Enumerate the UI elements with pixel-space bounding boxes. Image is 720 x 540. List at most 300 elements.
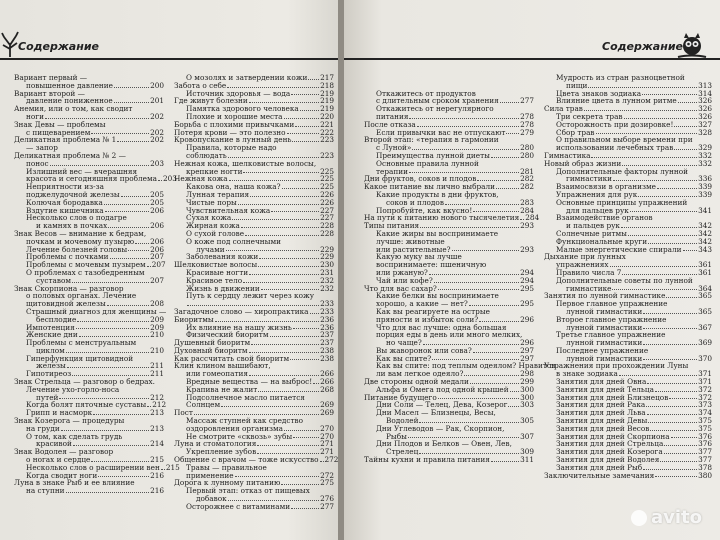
toc-page-number: 296 (520, 314, 534, 324)
leader-dots (287, 133, 320, 134)
toc-entry-title: После отказа (364, 119, 416, 129)
toc-entry-title: лунной гимнастики (566, 322, 643, 332)
leader-dots (257, 445, 319, 446)
leader-dots (117, 141, 149, 142)
toc-page-number: 206 (150, 221, 164, 231)
toc-page-number: 205 (150, 197, 164, 207)
toc-entry-title: Солнечные ритмы (556, 228, 627, 238)
leader-dots (243, 172, 319, 173)
toc-page-number: 230 (320, 260, 334, 270)
leader-dots (642, 94, 697, 95)
toc-entry-title: Правило числа 7 (556, 267, 622, 277)
toc-entry-title: лунной гимнастики (566, 306, 643, 316)
toc-page-number: 232 (320, 275, 334, 285)
leader-dots (419, 422, 519, 423)
toc-page-number: 207 (151, 260, 166, 270)
toc-page-number: 372 (698, 392, 712, 402)
toc-page-number: 374 (698, 408, 712, 418)
toc-entry-title: Две стороны одной медали (364, 377, 469, 387)
toc-entry-title: Второй этап: «терапия в гармонии (364, 135, 499, 145)
leader-dots (249, 375, 319, 376)
toc-entry-title: Дни Плодов и Белков — Овен, Лев, (376, 439, 512, 449)
toc-entry-title: железы (36, 361, 66, 371)
toc-entry-title: Заболевания кожи (186, 252, 259, 262)
toc-entry-title: Какую муку вы лучше (376, 252, 462, 262)
toc-entry-title: Душевный биоритм (174, 338, 251, 348)
toc-page-number: 209 (150, 322, 164, 332)
toc-page-number: 342 (698, 236, 712, 246)
toc-page-number: 332 (698, 158, 712, 168)
toc-page-number: 206 (150, 244, 164, 254)
toc-entry-title: Сбор трав (556, 127, 595, 137)
toc-page-number: 278 (520, 111, 534, 121)
leader-dots (624, 118, 698, 119)
toc-page-number: 339 (698, 189, 712, 199)
toc-entry (14, 487, 164, 495)
toc-page-number: 282 (520, 174, 534, 184)
toc-entry-title: Влияние цвета в лунном ритме (556, 96, 677, 106)
right-page (344, 0, 720, 540)
toc-entry-title: Лунная терапия (186, 189, 250, 199)
toc-entry-title: суставом (36, 275, 72, 285)
toc-page-number: 278 (520, 119, 534, 129)
toc-entry-title: и пальцев рук (566, 221, 620, 231)
toc-page-number: 237 (320, 338, 334, 348)
leader-dots (281, 484, 319, 485)
leader-dots (76, 328, 149, 329)
leader-dots (420, 227, 519, 228)
toc-page-number: 202 (150, 135, 164, 145)
toc-entry-title: путей (36, 392, 59, 402)
toc-entry-title: Новый образ жизни (544, 158, 622, 168)
leader-dots (591, 157, 697, 158)
toc-entry-title: Духовный биоритм (174, 345, 248, 355)
toc-column (544, 74, 712, 479)
leader-dots (643, 344, 697, 345)
leader-dots (409, 118, 519, 119)
leader-dots (249, 102, 319, 103)
toc-entry-title: соков и плодов (386, 197, 444, 207)
toc-entry-title: Сухая кожа (186, 213, 232, 223)
toc-entry-title: Занятия для дней Девы (556, 416, 648, 426)
toc-entry-title: Стрелец (386, 447, 419, 457)
toc-entry-title: Грипп и насморк (26, 408, 93, 418)
toc-entry-title: или ржаную? (376, 267, 428, 277)
toc-entry-title: Вредные вещества — на выброс! (186, 377, 313, 387)
toc-entry-title: Вариант второй — (14, 88, 85, 98)
leader-dots (520, 219, 524, 220)
leader-dots (249, 352, 319, 353)
leader-dots (257, 453, 319, 454)
toc-entry-title: Страшный диагноз для женщины — (26, 306, 167, 316)
toc-page-number: 280 (520, 143, 534, 153)
toc-page-number: 276 (320, 494, 334, 504)
leader-dots (147, 406, 151, 407)
toc-page-number: 365 (698, 291, 712, 301)
toc-entry-title: Занятия для дней Близнецов (556, 392, 669, 402)
toc-entry-title: Занятия для дней Козерога (556, 447, 663, 457)
toc-page-number: 336 (698, 174, 712, 184)
toc-entry-title: Борьба с плохими привычками (174, 119, 295, 129)
leader-dots (510, 391, 519, 392)
toc-page-number: 229 (320, 244, 334, 254)
toc-page-number: 284 (520, 205, 534, 215)
leader-dots (300, 110, 319, 111)
leader-dots (194, 414, 319, 415)
toc-page-number: 371 (698, 377, 712, 387)
toc-entry-title: гимнастике (566, 283, 612, 293)
toc-page-number: 295 (520, 299, 534, 309)
toc-entry-title: Вариант первый — (14, 73, 88, 82)
leader-dots (610, 266, 698, 267)
toc-page-number: 236 (320, 314, 334, 324)
toc-entry-title: Травы — правильное (186, 462, 267, 472)
toc-page-number: 210 (150, 330, 164, 340)
leader-dots (506, 133, 519, 134)
toc-entry-title: красивой (36, 439, 72, 449)
toc-page-number: 233 (320, 299, 334, 309)
toc-entry-title: использовании лечебных трав (556, 143, 674, 153)
toc-page-number: 332 (698, 150, 712, 160)
toc-entry-title: пряности и избыток соли? (376, 314, 479, 324)
toc-entry-title: Знак Водолея — разговор (14, 447, 114, 457)
toc-entry-title: Проблемы с менструальным (26, 338, 137, 348)
toc-entry-title: Какова она, наша кожа? (186, 182, 281, 192)
leader-dots (295, 126, 319, 127)
toc-page-number: 326 (698, 104, 712, 114)
toc-column (364, 74, 556, 465)
toc-entry-title: Памятка здорового человека (186, 104, 299, 114)
toc-entry-title: на груди (26, 423, 60, 433)
toc-entry-title: Правила, которые надо (186, 143, 277, 153)
toc-page-number: 238 (320, 353, 334, 363)
leader-dots (282, 188, 319, 189)
toc-entry-title: терапии (376, 166, 408, 176)
toc-page-number: 294 (520, 267, 534, 277)
toc-page-number: 279 (520, 127, 534, 137)
leader-dots (66, 352, 149, 353)
toc-entry-title: пищи (566, 80, 588, 90)
toc-page-number: 328 (698, 127, 712, 137)
toc-page-number: 297 (520, 353, 534, 363)
toc-page-number: 202 (150, 127, 164, 137)
leader-dots (464, 375, 519, 376)
toc-entry-title: Осторожность при дозировке! (556, 119, 674, 129)
toc-page-number: 233 (320, 306, 334, 316)
toc-entry-title: Как вы реагируете на острые (376, 306, 490, 316)
leader-dots (229, 180, 320, 181)
toc-entry-title: Преимущества лунной диеты (376, 150, 490, 160)
toc-entry-title: Дни фруктов, соков и плодов (364, 174, 477, 184)
toc-entry-title: с длительным сроком хранения (376, 96, 499, 106)
toc-entry-title: Гиперфункция щитовидной (26, 353, 134, 363)
watermark-logo-icon (631, 510, 647, 526)
toc-page-number: 268 (320, 384, 334, 394)
toc-page-number: 311 (520, 455, 534, 465)
leader-dots (121, 196, 149, 197)
toc-entry-title: Женские дни (26, 330, 78, 340)
toc-entry-title: с пищеварением (26, 127, 91, 137)
toc-entry-title: Знак Весов — внимание к бедрам, (14, 228, 147, 238)
leader-dots (105, 211, 149, 212)
leader-dots (650, 430, 697, 431)
toc-entry-title: Красивое тело (186, 275, 243, 285)
leader-dots (108, 227, 149, 228)
toc-entry-title: Анемия, или о том, как сводит (14, 104, 133, 114)
leader-dots (613, 180, 697, 181)
toc-entry-title: Сила трав (544, 104, 583, 114)
leader-dots (320, 461, 324, 462)
toc-entry-title: порция еды в день или много мелких, (376, 330, 523, 340)
toc-page-number: 221 (320, 119, 334, 129)
owl-icon (676, 29, 708, 59)
toc-entry-title: Основные правила лунной (376, 158, 479, 168)
toc-entry-title: О том, как сделать грудь (26, 431, 123, 441)
toc-entry-title: почкам и мочевому пузырю (26, 236, 135, 246)
toc-page-number: 202 (150, 111, 164, 121)
toc-page-number: 201 (150, 96, 164, 106)
toc-page-number: 361 (698, 260, 712, 270)
toc-entry-title: Занятия для дней Весов (556, 423, 650, 433)
toc-entry-title: Упражнения для рук (556, 189, 638, 199)
header-rule (0, 58, 338, 60)
toc-entry-title: Импотенция (26, 322, 75, 332)
toc-page-number: 219 (320, 88, 334, 98)
toc-page-number: 326 (698, 111, 712, 121)
leader-dots (104, 204, 149, 205)
toc-page-number: 376 (698, 431, 712, 441)
leader-dots (228, 500, 319, 501)
toc-page-number: 283 (520, 197, 534, 207)
toc-entry-title: лунной гимнастики (566, 353, 643, 363)
toc-page-number: 272 (324, 455, 339, 465)
toc-page-number: 377 (698, 455, 712, 465)
leader-dots (669, 398, 697, 399)
toc-entry-title: Крапива не жалит (186, 384, 258, 394)
toc-page-number: 236 (320, 322, 334, 332)
leader-dots (59, 398, 149, 399)
toc-page-number: 217 (320, 73, 334, 82)
toc-page-number: 228 (320, 221, 334, 231)
toc-entry-title: давление пониженное (26, 96, 113, 106)
leader-dots (251, 344, 319, 345)
leader-dots (73, 445, 149, 446)
toc-entry-title: красота и сегодняшняя проблема (26, 174, 158, 184)
toc-page-number: 380 (698, 470, 712, 480)
leader-dots (596, 133, 698, 134)
toc-page-number: 307 (520, 431, 534, 441)
toc-page-number: 208 (150, 299, 164, 309)
toc-entry-title: Когда болят пяточные суставы (26, 400, 147, 410)
leader-dots (291, 94, 319, 95)
leader-dots (91, 133, 149, 134)
toc-entry-title: Подсолнечное масло питается (186, 392, 305, 402)
toc-page-number: 376 (698, 439, 712, 449)
toc-entry-title: Цвета знаков зодиака (556, 88, 642, 98)
toc-page-number: 272 (320, 470, 334, 480)
toc-entry-title: Занятия для дней Стрельца (556, 439, 664, 449)
toc-entry-title: Чувствительная кожа (186, 205, 271, 215)
leader-dots (61, 430, 149, 431)
toc-page-number: 266 (320, 377, 334, 387)
leader-dots (238, 204, 319, 205)
leader-dots (243, 282, 319, 283)
toc-entry-title: соблюдать (186, 150, 227, 160)
leader-dots (308, 79, 319, 80)
toc-entry-title: Откажитесь от продуктов (376, 88, 476, 98)
toc-entry-title: или гомеопатия (186, 369, 249, 379)
leader-dots (445, 204, 519, 205)
toc-page-number: 219 (320, 96, 334, 106)
toc-entry-title: циклом (36, 345, 65, 355)
toc-entry-title: Гимнастика (544, 150, 591, 160)
toc-page-number: 277 (320, 501, 334, 511)
leader-dots (261, 289, 319, 290)
toc-page-number: 227 (320, 213, 334, 223)
toc-entry (364, 456, 534, 464)
toc-entry-title: Лечение болезней головы (26, 244, 128, 254)
toc-page-number: 203 (150, 158, 164, 168)
leader-dots (284, 430, 319, 431)
leader-dots (671, 437, 697, 438)
toc-entry-title: Жизнь в движении (186, 283, 260, 293)
toc-entry-title: Занятия для дней Тельца (556, 384, 654, 394)
toc-entry-title: добавок (196, 494, 227, 504)
leader-dots (284, 118, 320, 119)
toc-page-number: 225 (320, 182, 334, 192)
leader-dots (77, 321, 149, 322)
leader-dots (79, 336, 149, 337)
toc-page-number: 269 (320, 400, 334, 410)
toc-page-number: 266 (320, 369, 334, 379)
toc-page-number: 378 (698, 462, 712, 472)
leader-dots (293, 437, 319, 438)
toc-page-number: 299 (520, 377, 534, 387)
toc-entry-title: Излишний вес — вчерашняя (26, 166, 138, 176)
toc-page-number: 300 (520, 384, 534, 394)
toc-entry-title: Загадочное слово — хиропрактика (174, 306, 309, 316)
toc-entry (174, 401, 334, 409)
leader-dots (588, 87, 697, 88)
leader-dots (221, 406, 319, 407)
toc-entry-title: воспринимаете: пшеничную (376, 260, 487, 270)
leader-dots (429, 274, 519, 275)
toc-entry-title: Малые энергетические спирали (556, 244, 682, 254)
leader-dots (258, 266, 319, 267)
leader-dots (259, 258, 319, 259)
toc-entry-title: Питание будущего (364, 392, 437, 402)
toc-page-number: 237 (320, 330, 334, 340)
toc-entry (364, 74, 534, 82)
toc-entry-title: Проблемы с мочевым пузырем (26, 260, 146, 270)
toc-entry-title: Как рассчитать свой биоритм (174, 353, 290, 363)
toc-page-number: 365 (698, 306, 712, 316)
leader-dots (270, 336, 320, 337)
toc-entry-title: Дополнительные советы по лунной (556, 275, 693, 285)
toc-page-number: 294 (520, 275, 534, 285)
leader-dots (638, 196, 697, 197)
toc-page-number: 282 (520, 182, 534, 192)
toc-entry-title: Укрепление зубов (186, 447, 257, 457)
toc-page-number: 207 (150, 252, 164, 262)
toc-entry-title: с Луной» (376, 143, 412, 153)
toc-page-number: 214 (150, 439, 164, 449)
toc-entry-title: Физический биоритм (186, 330, 269, 340)
leader-dots (91, 461, 149, 462)
toc-entry-title: Деликатная проблема № 2 — (14, 150, 126, 160)
leader-dots (491, 157, 519, 158)
toc-entry-title: Красивые ногти (186, 267, 249, 277)
leader-dots (310, 313, 320, 314)
toc-entry-title: Осторожнее с витаминами (186, 501, 291, 511)
toc-entry-title: Занятия для дней Рака (556, 400, 646, 410)
leader-dots (434, 282, 519, 283)
leader-dots (622, 165, 697, 166)
toc-entry-title: Знак Стрельца — разговор о бедрах. (14, 377, 155, 387)
toc-page-number: 216 (150, 486, 164, 496)
toc-entry-title: Луна в знаке Рыб и ее влияние (14, 478, 135, 488)
toc-entry-title: Что для вас лучше: одна большая (376, 322, 507, 332)
toc-entry-title: Мудрость из стран разноцветной (556, 73, 685, 82)
toc-entry-title: Тайны кухни и правила питания (364, 455, 490, 465)
toc-entry-title: Забота о себе (174, 80, 227, 90)
leader-dots (158, 180, 162, 181)
toc-page-number: 270 (320, 431, 334, 441)
toc-page-number: 275 (320, 478, 334, 488)
leader-dots (227, 87, 319, 88)
toc-entry-title: Лечение ухо-горло-носа (26, 384, 120, 394)
toc-entry-title: Какие белки вы воспринимаете (376, 291, 499, 301)
watermark-text: avito (650, 507, 702, 528)
leader-dots (250, 196, 319, 197)
toc-entry-title: Последнее упражнение (556, 345, 649, 355)
toc-page-number: 209 (150, 314, 164, 324)
toc-entry-title: Попробуйте, как вкусно! (376, 205, 473, 215)
toc-entry-title: Вздутие кишечника (26, 205, 104, 215)
leader-dots (245, 235, 319, 236)
leader-dots (291, 508, 319, 509)
toc-entry-title: лучами (196, 244, 225, 254)
leader-dots (313, 383, 319, 384)
toc-entry-title: о половых органах. Лечение (26, 291, 137, 301)
leader-dots (496, 188, 519, 189)
toc-entry-title: Занятия для дней Овна (556, 377, 647, 387)
leader-dots (241, 227, 319, 228)
leader-dots (508, 406, 519, 407)
toc-entry-title: бесплодие (36, 314, 77, 324)
leader-dots (215, 321, 319, 322)
toc-page-number: 211 (150, 369, 164, 379)
toc-entry-title: Вы жаворонок или сова? (376, 345, 472, 355)
toc-page-number: 314 (698, 88, 712, 98)
toc-page-number: 361 (698, 267, 712, 277)
toc-entry-title: Функциональные круги (556, 236, 648, 246)
toc-page-number: 238 (320, 345, 334, 355)
toc-entry-title: применение (186, 470, 234, 480)
toc-entry-title: Какие жиры вы воспринимаете (376, 228, 499, 238)
toc-page-number: 369 (698, 338, 712, 348)
leader-dots (271, 211, 319, 212)
toc-page-number: 271 (320, 447, 334, 457)
toc-entry-title: но чаще? (386, 338, 422, 348)
toc-page-number: 269 (320, 408, 334, 418)
toc-page-number: 280 (520, 150, 534, 160)
toc-entry-title: Плохие и хорошие места (186, 111, 283, 121)
toc-page-number: 206 (150, 205, 164, 215)
toc-entry-title: Пост (174, 408, 193, 418)
toc-entry-title: На пути к питанию нового тысячелетия (364, 213, 520, 223)
toc-page-number: 367 (698, 322, 712, 332)
